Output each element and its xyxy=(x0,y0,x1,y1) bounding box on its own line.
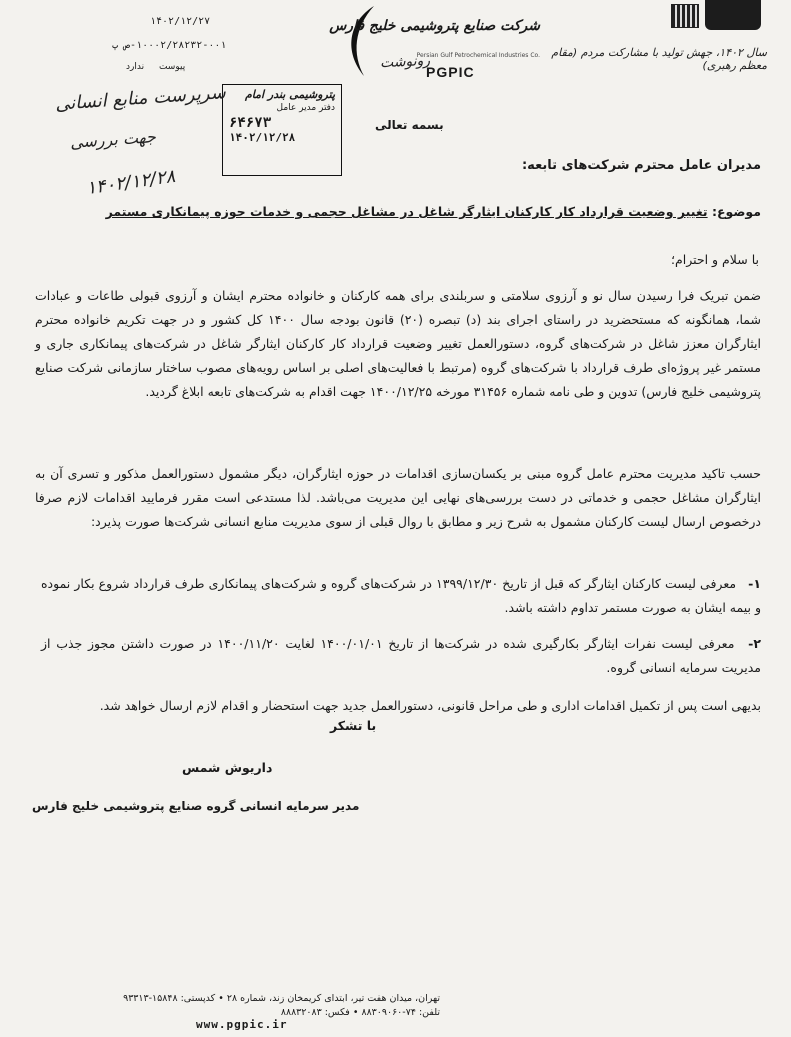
footer-address-block xyxy=(30,992,440,1020)
closing-paragraph: بدیهی است پس از تکمیل اقدامات اداری و طی مراحل قانونی، دستورالعمل جدید جهت استحضار و اقدام لازم ارسال خواهد شد. xyxy=(99,698,761,713)
list-item xyxy=(41,632,761,680)
stamp-org: پتروشیمی بندر امام xyxy=(244,88,335,101)
logo-swoosh-icon xyxy=(340,2,380,82)
subject-text: تغییر وضعیت قرارداد کار کارکنان ایثارگر شاغل در مشاغل حجمی و خدمات حوزه پیمانکاری مستمر xyxy=(105,204,708,219)
bismillah-heading: بسمه تعالی xyxy=(375,118,444,132)
letter-subject xyxy=(106,204,761,219)
attachment-value: ندارد xyxy=(126,62,145,72)
body-paragraph-1: ضمن تبریک فرا رسیدن سال نو و آرزوی سلامتی و سربلندی برای همه کارکنان و خانواده محترم ایشان و آرزوی قبولی طاعات و عبادات شما، همانگونه که مستحضرید در راستای اجرای بند (د) تبصره (۲۰) قانون بودجه سال ۱۴۰۰ کل کشور و در جهت تکریم خانواده محترم ایثارگران معزز شاغل در شرکت‌های گروه، دستورالعمل تغییر وضعیت قرارداد کار کارکنان ایثارگر شاغل در شرکت‌های پیمانکاری جاری و مستمر غیر پروژه‌ای طرف قرارداد با شرکت‌های گروه (مرتبط با فعالیت‌های اصلی بر اساس رویه‌های مصوب ساختار سازمانی شرکت صنایع پتروشیمی خلیج فارس) تدوین و طی نامه شماره ۳۱۴۵۶ مورخه ۱۴۰۰/۱۲/۲۵ جهت اقدام به شرکت‌های تابعه ابلاغ گردید. xyxy=(35,288,762,399)
incoming-stamp xyxy=(222,84,342,176)
company-name-fa: شرکت صنایع پتروشیمی خلیج فارس xyxy=(329,18,540,34)
qr-code-icon xyxy=(671,4,699,28)
attachment-field xyxy=(120,62,191,72)
signatory-title: مدیر سرمایه انسانی گروه صنایع پتروشیمی خلیج فارس xyxy=(32,799,360,813)
list-item-text: معرفی لیست کارکنان ایثارگر که قبل از تاریخ ۱۳۹۹/۱۲/۳۰ در شرکت‌های گروه و شرکت‌های پیمانکاری طرف قرارداد شروع بکار نموده و بیمه ایشان به صورت مستمر تداوم داشته باشد. xyxy=(41,576,761,615)
handwritten-note-recipient: سرپرست منابع انسانی xyxy=(54,82,227,115)
handwritten-note-action: جهت بررسی xyxy=(69,127,157,152)
subject-label: موضوع: xyxy=(711,204,761,219)
list-item-text: معرفی لیست نفرات ایثارگر بکارگیری شده در شرکت‌ها از تاریخ ۱۴۰۰/۰۱/۰۱ لغایت ۱۴۰۰/۱۱/۲۰ در صورت داشتن مجوز جذب از مدیریت سرمایه انسانی گروه. xyxy=(41,636,761,675)
footer-website: www.pgpic.ir xyxy=(196,1018,288,1031)
footer-phones: تلفن: ۷۴-۸۸۳۰۹۰۶۰ • فکس: ۸۸۸۳۲۰۸۳ xyxy=(280,1007,440,1018)
list-item xyxy=(41,572,761,620)
footer-address: تهران، میدان هفت تیر، ابتدای کریمخان زند، شماره ۲۸ • کدپستی: ۱۵۸۴۸-۹۳۳۱۳ xyxy=(123,993,440,1004)
handwritten-note-cc: رونوشت xyxy=(379,52,431,72)
company-logo xyxy=(329,2,540,92)
list-item-number: ۱- xyxy=(748,576,761,591)
company-name-en: Persian Gulf Petrochemical Industries Co. xyxy=(416,52,540,59)
letter-date: ۱۴۰۲/۱۲/۲۷ xyxy=(150,16,211,27)
scanner-overlay-badge xyxy=(705,0,761,30)
regards: با تشکر xyxy=(330,718,377,733)
body-paragraph-2: حسب تاکید مدیریت محترم عامل گروه مبنی بر یکسان‌سازی اقدامات در حوزه ایثارگران، دیگر مشمول دستورالعمل مذکور و تسری آن به ایثارگران مشاغل حجمی و خدماتی در دست بررسی‌های نهایی این مدیریت می‌باشد. لذا مستدعی است مقرر فرمایید اقدامات لازم صرفا درخصوص ارسال لیست کارکنان مشمول به شرح زیر و مطابق با روال قبلی از سوی مدیریت منابع انسانی شرکت‌ها صورت پذیرد: xyxy=(35,466,761,529)
company-abbr: PGPIC xyxy=(426,64,475,80)
letter-addressee: مدیران عامل محترم شرکت‌های تابعه: xyxy=(521,158,761,173)
salutation: با سلام و احترام؛ xyxy=(671,252,759,267)
stamp-office: دفتر مدیر عامل xyxy=(276,103,335,113)
handwritten-note-date: ۱۴۰۲/۱۲/۲۸ xyxy=(84,165,177,200)
signatory-name: داریوش شمس xyxy=(182,760,273,775)
letter-number: ۱۰۰۰۲/۲۸۲۳۲-۰۰۱-ص پ xyxy=(112,40,227,51)
stamp-date: ۱۴۰۲/۱۲/۲۸ xyxy=(229,131,296,144)
list-item-number: ۲- xyxy=(748,636,761,651)
attachment-label: پیوست xyxy=(158,62,186,72)
stamp-number: ۶۴۶۷۳ xyxy=(229,115,272,131)
year-motto: سال ۱۴۰۲، جهش تولید با مشارکت مردم (مقام معظم رهبری) xyxy=(551,46,767,72)
